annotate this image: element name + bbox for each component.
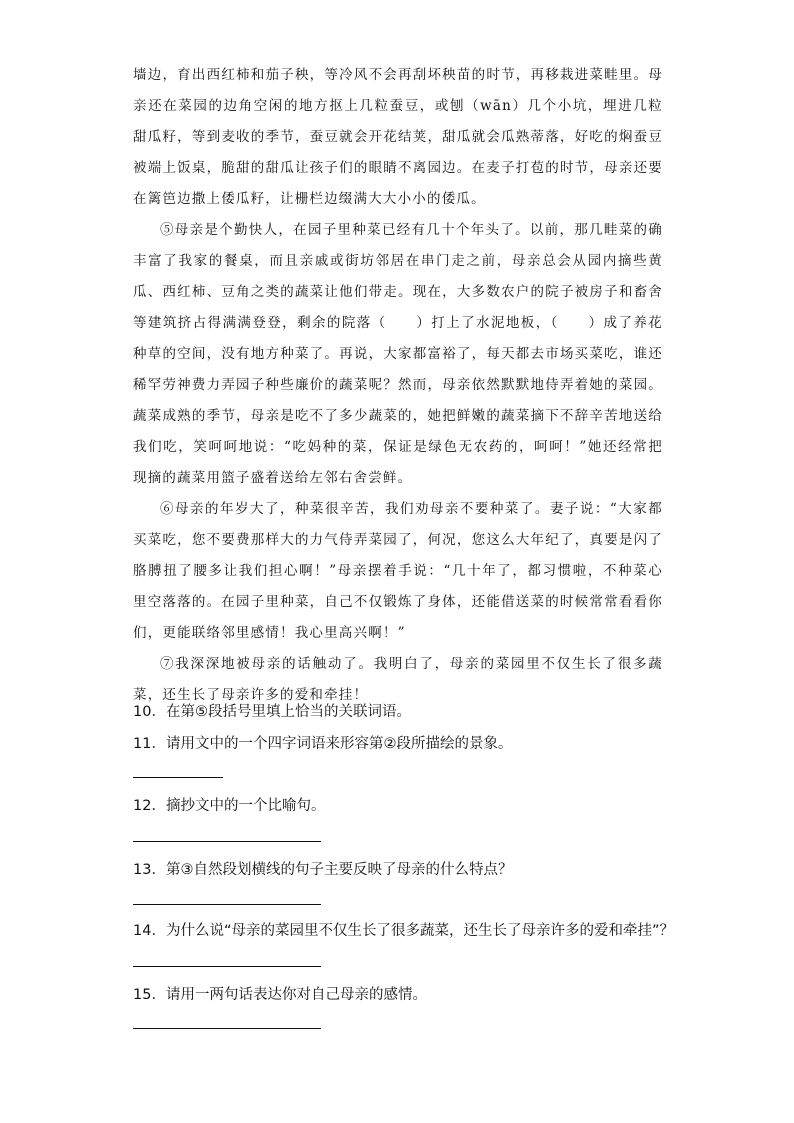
- paragraph-7: ⑦我深深地被母亲的话触动了。我明白了，母亲的菜园里不仅生长了很多蔬菜，还生长了母亲许多的爱和牵挂！: [133, 656, 663, 703]
- question-14: 14．为什么说“母亲的菜园里不仅生长了很多蔬菜，还生长了母亲许多的爱和牵挂”？: [133, 923, 674, 939]
- question-12: 12．摘抄文中的一个比喻句。: [133, 798, 326, 814]
- question-13: 13．第③自然段划横线的句子主要反映了母亲的什么特点？: [133, 862, 513, 878]
- reading-passage: [133, 60, 663, 711]
- answer-line-15[interactable]: [133, 1028, 321, 1029]
- question-15: 15．请用一两句话表达你对自己母亲的感情。: [133, 987, 427, 1003]
- answer-line-12[interactable]: [133, 841, 321, 842]
- question-11: 11．请用文中的一个四字词语来形容第②段所描绘的景象。: [133, 736, 513, 752]
- question-10: 10．在第⑤段括号里填上恰当的关联词语。: [133, 704, 411, 720]
- paragraph-5: ⑤母亲是个勤快人，在园子里种菜已经有几十个年头了。以前，那几畦菜的确丰富了我家的餐桌，而且亲戚或街坊邻居在串门走之前，母亲总会从园内摘些黄瓜、西红柿、豆角之类的蔬菜让他们带走。现在，大多数农户的院子被房子和畜舍等建筑挤占得满满登登，剩余的院落（ ）打上了水泥地板，（ ）成了养花种草的空间，没有地方种菜了。再说，大家都富裕了，每天都去市场买菜吃，谁还稀罕劳神费力弄园子种些廉价的蔬菜呢？然而，母亲依然默默地侍弄着她的菜园。蔬菜成熟的季节，母亲是吃不了多少蔬菜的，她把鲜嫩的蔬菜摘下不辞辛苦地送给我们吃，笑呵呵地说：“吃妈种的菜，保证是绿色无农药的，呵呵！”她还经常把现摘的蔬菜用篮子盛着送给左邻右舍尝鲜。: [133, 222, 663, 486]
- answer-line-13[interactable]: [133, 904, 321, 905]
- paragraph-6: ⑥母亲的年岁大了，种菜很辛苦，我们劝母亲不要种菜了。妻子说：“大家都买菜吃，您不要费那样大的力气侍弄菜园了，何况，您这么大年纪了，真要是闪了胳膊扭了腰多让我们担心啊！”母亲摆着手说：“几十年了，都习惯啦，不种菜心里空落落的。在园子里种菜，自己不仅锻炼了身体，还能借送菜的时候常常看看你们，更能联络邻里感情！我心里高兴啊！”: [133, 501, 663, 641]
- paragraph-continuation: 墙边，育出西红柿和茄子秧，等冷风不会再刮坏秧苗的时节，再移栽进菜畦里。母亲还在菜园的边角空闲的地方抠上几粒蚕豆，或刨（wān）几个小坑，埋进几粒甜瓜籽，等到麦收的季节，蚕豆就会开花结荚，甜瓜就会瓜熟蒂落，好吃的焖蚕豆被端上饭桌，脆甜的甜瓜让孩子们的眼睛不离园边。在麦子打苞的时节，母亲还要在篱笆边撒上倭瓜籽，让栅栏边缀满大大小小的倭瓜。: [133, 67, 663, 207]
- answer-line-14[interactable]: [133, 966, 321, 967]
- answer-line-11[interactable]: [133, 777, 223, 778]
